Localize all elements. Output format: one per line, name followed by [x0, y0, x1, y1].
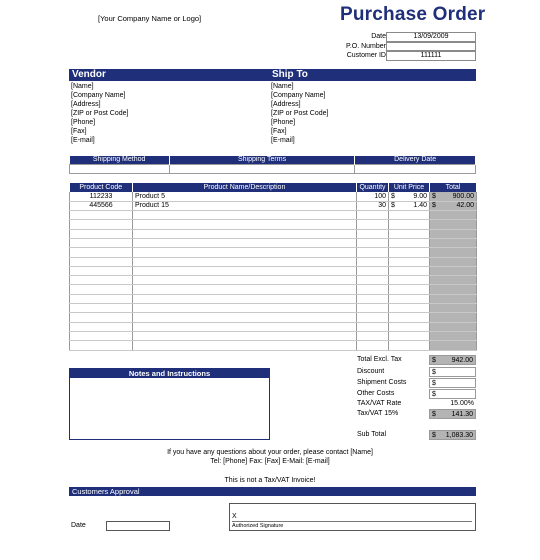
quantity-cell[interactable] [357, 276, 389, 285]
unit-price-cell[interactable] [389, 294, 430, 303]
product-name-cell[interactable] [133, 257, 357, 266]
unit-price-cell[interactable] [389, 331, 430, 340]
shipping-method-header: Shipping Method [70, 156, 170, 164]
product-name-cell[interactable] [133, 211, 357, 220]
product-code-cell[interactable] [70, 304, 133, 313]
vendor-email[interactable]: [E-mail] [71, 137, 95, 144]
product-name-cell[interactable] [133, 220, 357, 229]
tax-rate-field[interactable] [429, 399, 476, 409]
unit-price-header: Unit Price [389, 183, 430, 192]
quantity-cell[interactable]: 100 [357, 192, 389, 201]
product-name-cell[interactable] [133, 248, 357, 257]
product-code-cell[interactable] [70, 331, 133, 340]
line-total-cell [430, 201, 477, 210]
line-total-cell [430, 313, 477, 322]
product-code-cell[interactable] [70, 257, 133, 266]
total-excl-tax-amount: 942.00 [451, 357, 473, 364]
line-total-cell [430, 238, 477, 247]
tax-disclaimer: This is not a Tax/VAT Invoice! [224, 477, 316, 484]
notes-box[interactable] [69, 368, 270, 440]
tax-label: Tax/VAT 15% [357, 410, 399, 417]
product-code-cell[interactable] [70, 285, 133, 294]
unit-price-cell[interactable] [389, 276, 430, 285]
product-name-header: Product Name/Description [133, 183, 357, 192]
product-code-cell[interactable] [70, 266, 133, 275]
total-excl-tax-label: Total Excl. Tax [357, 356, 402, 363]
quantity-cell[interactable] [357, 285, 389, 294]
quantity-cell[interactable] [357, 238, 389, 247]
line-total-cell [430, 211, 477, 220]
table-row [70, 313, 477, 322]
table-row [70, 201, 477, 210]
unit-price-cell[interactable] [389, 201, 430, 210]
product-code-cell[interactable] [70, 294, 133, 303]
other-costs-label: Other Costs [357, 390, 395, 397]
ship-to-address [271, 82, 328, 145]
line-total-cell [430, 276, 477, 285]
notes-heading: Notes and Instructions [70, 369, 269, 378]
product-name-cell[interactable] [133, 313, 357, 322]
product-code-cell[interactable] [70, 276, 133, 285]
tax-amount: 141.30 [451, 411, 473, 418]
shipping-table [69, 156, 476, 174]
customer-id-field[interactable]: 111111 [386, 51, 476, 61]
product-name-cell[interactable]: Product 5 [133, 192, 357, 201]
table-row [70, 220, 477, 229]
discount-field[interactable] [429, 367, 476, 377]
table-row [70, 192, 477, 201]
product-code-cell[interactable] [70, 341, 133, 350]
table-row [70, 341, 477, 350]
currency-symbol: $ [391, 202, 395, 210]
unit-price-cell[interactable] [389, 229, 430, 238]
quantity-cell[interactable] [357, 313, 389, 322]
quantity-cell[interactable]: 30 [357, 201, 389, 210]
ship-to-phone[interactable]: [Phone] [271, 119, 296, 126]
table-row [70, 322, 477, 331]
table-row [70, 304, 477, 313]
subtotal-value [429, 430, 476, 440]
discount-label: Discount [357, 368, 385, 375]
signature-mark: X [232, 513, 237, 520]
unit-price-cell[interactable] [389, 192, 430, 201]
delivery-date-header: Delivery Date [355, 156, 476, 164]
approval-date-field[interactable] [106, 521, 170, 531]
quantity-cell[interactable] [357, 257, 389, 266]
table-row [70, 238, 477, 247]
total-header: Total [430, 183, 477, 192]
unit-price-cell[interactable] [389, 304, 430, 313]
product-name-cell[interactable] [133, 341, 357, 350]
signature-label: Authorized Signature [232, 523, 284, 529]
product-code-cell[interactable] [70, 248, 133, 257]
vendor-company[interactable]: [Company Name] [71, 92, 126, 99]
unit-price-cell[interactable] [389, 285, 430, 294]
line-total-value: 42.00 [456, 202, 474, 210]
line-items-table [69, 183, 477, 351]
ship-to-name[interactable]: [Name] [271, 83, 294, 90]
unit-price-cell[interactable] [389, 322, 430, 331]
currency-symbol: $ [391, 192, 395, 200]
table-row [70, 285, 477, 294]
shipping-terms-field[interactable] [169, 164, 355, 173]
vendor-phone[interactable]: [Phone] [71, 119, 96, 126]
unit-price-cell[interactable] [389, 313, 430, 322]
vendor-address-line[interactable]: [Address] [71, 101, 101, 108]
vendor-address [71, 82, 128, 145]
subtotal-label: Sub Total [357, 431, 387, 438]
line-total-value: 900.00 [452, 192, 474, 200]
product-name-cell[interactable] [133, 285, 357, 294]
vendor-heading: Vendor [69, 69, 270, 81]
table-row [70, 257, 477, 266]
line-total-cell [430, 322, 477, 331]
shipment-costs-label: Shipment Costs [357, 379, 407, 386]
unit-price-cell[interactable] [389, 248, 430, 257]
line-total-cell [430, 341, 477, 350]
date-field[interactable]: 13/09/2009 [386, 32, 476, 42]
line-total-cell [430, 220, 477, 229]
product-code-cell[interactable]: 445566 [70, 201, 133, 210]
product-name-cell[interactable] [133, 229, 357, 238]
meta-label-po: P.O. Number [346, 42, 386, 50]
signature-line [232, 521, 472, 522]
table-row [70, 229, 477, 238]
ship-to-zip[interactable]: [ZIP or Post Code] [271, 110, 329, 117]
product-name-cell[interactable]: Product 15 [133, 201, 357, 210]
company-name: [Your Company Name or Logo] [98, 14, 202, 23]
unit-price-value: 9.00 [413, 192, 427, 200]
product-code-cell[interactable] [70, 211, 133, 220]
quantity-cell[interactable] [357, 341, 389, 350]
currency-symbol: $ [432, 192, 436, 200]
line-total-cell [430, 331, 477, 340]
table-row [70, 276, 477, 285]
line-total-cell [430, 248, 477, 257]
tax-rate-value: 15.00% [450, 400, 474, 407]
line-total-cell [430, 266, 477, 275]
quantity-cell[interactable] [357, 304, 389, 313]
shipping-method-field[interactable] [70, 164, 170, 173]
product-name-cell[interactable] [133, 331, 357, 340]
shipping-terms-header: Shipping Terms [169, 156, 355, 164]
unit-price-cell[interactable] [389, 220, 430, 229]
currency-symbol: $ [432, 432, 436, 439]
product-code-cell[interactable] [70, 313, 133, 322]
table-row [70, 294, 477, 303]
unit-price-cell[interactable] [389, 211, 430, 220]
line-total-cell [430, 304, 477, 313]
quantity-cell[interactable] [357, 322, 389, 331]
quantity-header: Quantity [357, 183, 389, 192]
tax-rate-label: TAX/VAT Rate [357, 400, 402, 407]
total-excl-tax-value [429, 355, 476, 365]
ship-to-email[interactable]: [E-mail] [271, 137, 295, 144]
contact-question: If you have any questions about your order, please contact [Name] [167, 449, 373, 456]
unit-price-cell[interactable] [389, 341, 430, 350]
vendor-zip[interactable]: [ZIP or Post Code] [71, 110, 129, 117]
currency-symbol: $ [432, 411, 436, 418]
product-code-cell[interactable] [70, 322, 133, 331]
other-costs-field[interactable] [429, 389, 476, 399]
line-total-cell [430, 192, 477, 201]
ship-to-company[interactable]: [Company Name] [271, 92, 326, 99]
vendor-name[interactable]: [Name] [71, 83, 94, 90]
currency-symbol: $ [432, 391, 436, 398]
tax-value [429, 409, 476, 419]
delivery-date-field[interactable] [355, 164, 476, 173]
product-code-cell[interactable] [70, 238, 133, 247]
quantity-cell[interactable] [357, 229, 389, 238]
product-name-cell[interactable] [133, 294, 357, 303]
quantity-cell[interactable] [357, 248, 389, 257]
signature-box[interactable] [229, 503, 476, 531]
customer-approval-heading: Customers Approval [69, 487, 476, 496]
quantity-cell[interactable] [357, 294, 389, 303]
contact-details: Tel: [Phone] Fax: [Fax] E-Mail: [E-mail] [210, 458, 330, 465]
unit-price-value: 1.40 [413, 202, 427, 210]
currency-symbol: $ [432, 202, 436, 210]
po-number-field[interactable] [386, 42, 476, 52]
product-name-cell[interactable] [133, 304, 357, 313]
product-name-cell[interactable] [133, 322, 357, 331]
unit-price-cell[interactable] [389, 257, 430, 266]
approval-date-label: Date [71, 522, 86, 529]
line-total-cell [430, 229, 477, 238]
vendor-fax[interactable]: [Fax] [71, 128, 87, 135]
product-code-header: Product Code [70, 183, 133, 192]
meta-label-customer: Customer ID [346, 52, 386, 59]
shipment-costs-field[interactable] [429, 378, 476, 388]
ship-to-heading: Ship To [269, 69, 476, 81]
quantity-cell[interactable] [357, 331, 389, 340]
table-row [70, 248, 477, 257]
product-name-cell[interactable] [133, 266, 357, 275]
product-code-cell[interactable] [70, 220, 133, 229]
quantity-cell[interactable] [357, 266, 389, 275]
currency-symbol: $ [432, 369, 436, 376]
currency-symbol: $ [432, 357, 436, 364]
ship-to-address-line[interactable]: [Address] [271, 101, 301, 108]
table-row [70, 266, 477, 275]
product-name-cell[interactable] [133, 276, 357, 285]
line-total-cell [430, 257, 477, 266]
page-title: Purchase Order [340, 4, 486, 25]
unit-price-cell[interactable] [389, 266, 430, 275]
line-total-cell [430, 294, 477, 303]
meta-label-date: Date [371, 33, 386, 40]
quantity-cell[interactable] [357, 220, 389, 229]
line-total-cell [430, 285, 477, 294]
ship-to-fax[interactable]: [Fax] [271, 128, 287, 135]
subtotal-amount: 1,083.30 [445, 432, 473, 439]
table-row [70, 211, 477, 220]
quantity-cell[interactable] [357, 211, 389, 220]
table-row [70, 331, 477, 340]
product-code-cell[interactable] [70, 229, 133, 238]
unit-price-cell[interactable] [389, 238, 430, 247]
currency-symbol: $ [432, 380, 436, 387]
product-code-cell[interactable]: 112233 [70, 192, 133, 201]
product-name-cell[interactable] [133, 238, 357, 247]
